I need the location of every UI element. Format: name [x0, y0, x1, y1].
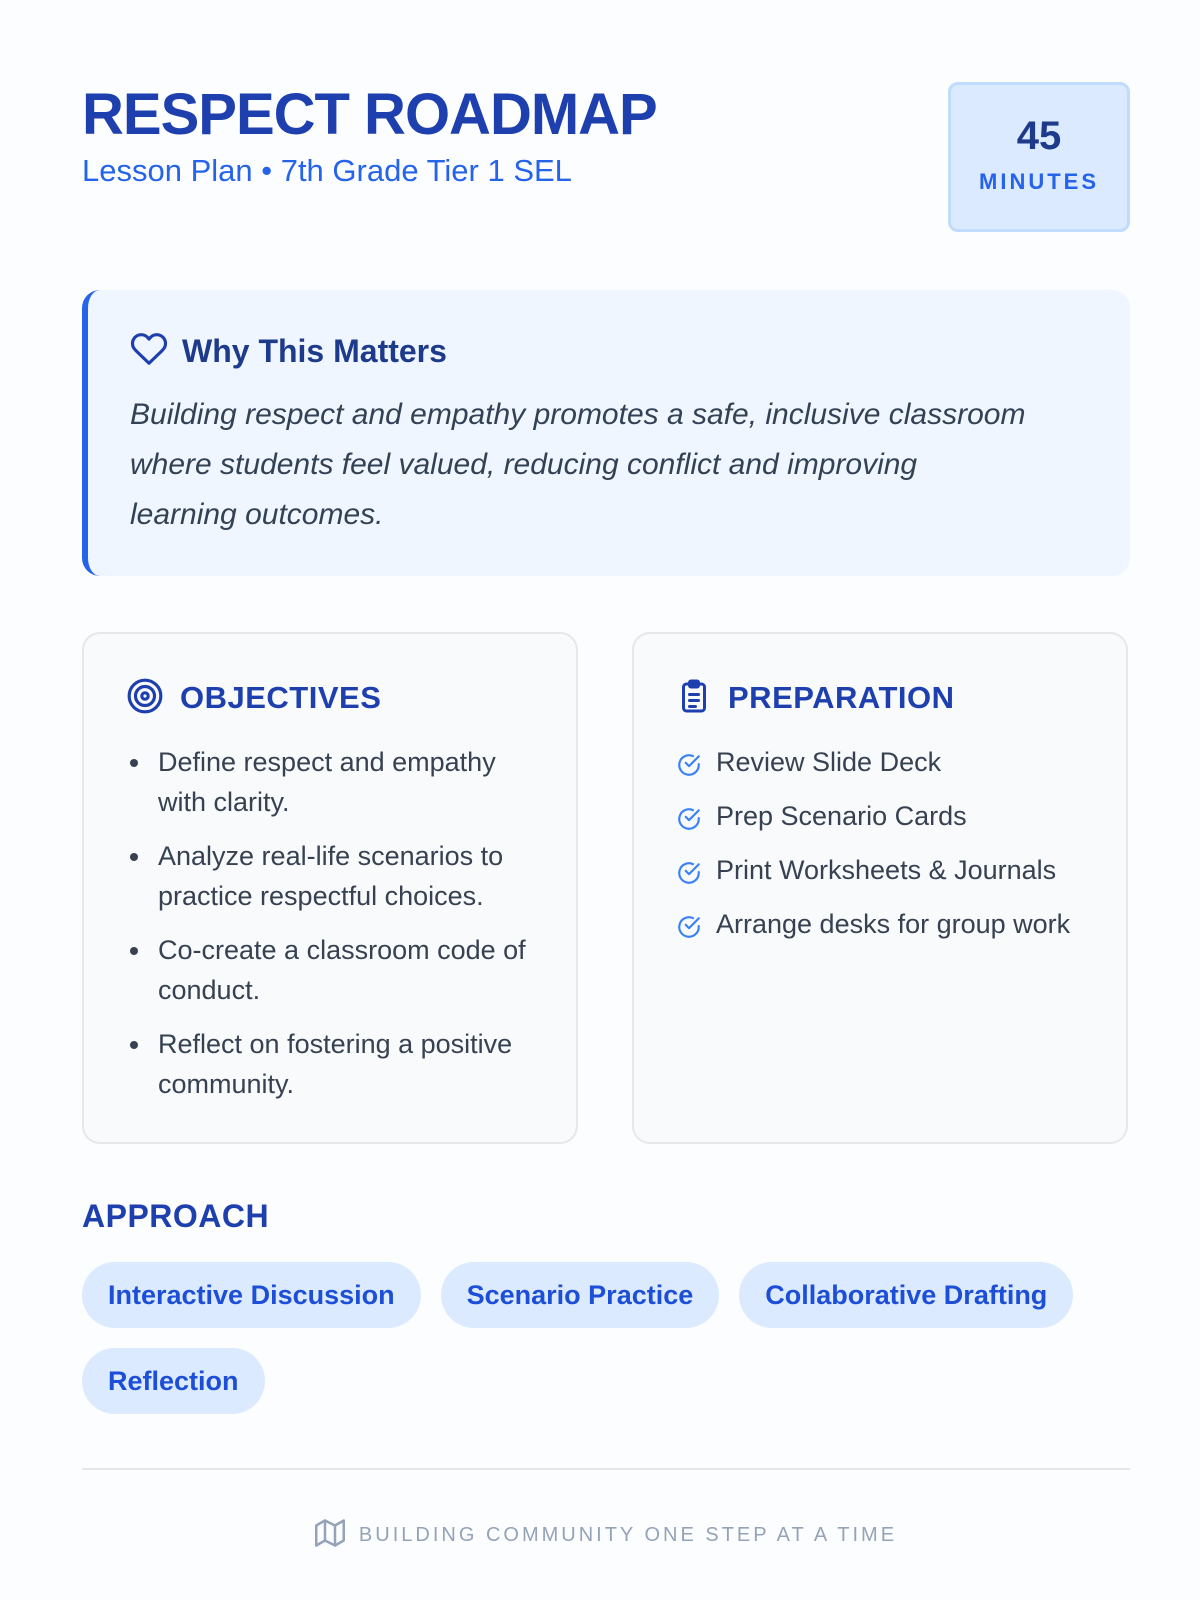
- divider: [82, 1468, 1130, 1470]
- approach-chip: Interactive Discussion: [82, 1262, 421, 1328]
- prep-text: Prep Scenario Cards: [716, 801, 967, 831]
- check-circle-icon: [676, 749, 702, 789]
- page-subtitle: Lesson Plan • 7th Grade Tier 1 SEL: [82, 153, 572, 188]
- preparation-title: PREPARATION: [728, 680, 955, 715]
- duration-value: 45: [1016, 114, 1062, 158]
- objective-text: Define respect and empathy with clarity.: [158, 747, 496, 817]
- list-item: [126, 742, 536, 822]
- check-circle-icon: [676, 803, 702, 843]
- list-item: [676, 796, 1086, 836]
- approach-title: APPROACH: [82, 1198, 270, 1234]
- page-title: RESPECT ROADMAP: [82, 82, 657, 147]
- bullet-icon: [130, 947, 138, 955]
- objectives-list: [126, 742, 536, 1104]
- duration-unit: MINUTES: [979, 169, 1099, 194]
- preparation-card: [632, 632, 1128, 1144]
- objective-text: Co-create a classroom code of conduct.: [158, 935, 526, 1005]
- prep-text: Print Worksheets & Journals: [716, 855, 1057, 885]
- header: [82, 82, 1130, 238]
- target-icon: [126, 677, 164, 720]
- approach-chip: Collaborative Drafting: [739, 1262, 1073, 1328]
- list-item: [676, 742, 1086, 782]
- list-item: [676, 904, 1086, 944]
- check-circle-icon: [676, 857, 702, 897]
- approach-chips: [82, 1262, 1130, 1414]
- objectives-title: OBJECTIVES: [180, 680, 382, 715]
- footer: [82, 1518, 1130, 1553]
- footer-tagline: BUILDING COMMUNITY ONE STEP AT A TIME: [358, 1524, 898, 1546]
- bullet-icon: [130, 759, 138, 767]
- list-item: [126, 1024, 536, 1104]
- objective-text: Analyze real-life scenarios to practice respectful choices.: [158, 841, 504, 911]
- preparation-list: [676, 742, 1086, 944]
- objective-text: Reflect on fostering a positive community.: [158, 1029, 513, 1099]
- prep-text: Arrange desks for group work: [716, 909, 1071, 939]
- list-item: [126, 930, 536, 1010]
- duration-badge: [948, 82, 1130, 232]
- approach-chip: Scenario Practice: [441, 1262, 720, 1328]
- why-this-matters-panel: [82, 290, 1130, 576]
- clipboard-icon: [676, 677, 712, 720]
- check-circle-icon: [676, 911, 702, 951]
- list-item: [676, 850, 1086, 890]
- prep-text: Review Slide Deck: [716, 747, 942, 777]
- list-item: [126, 836, 536, 916]
- why-title: Why This Matters: [182, 332, 447, 369]
- map-icon: [315, 1518, 345, 1553]
- heart-icon: [130, 330, 168, 373]
- why-text: Building respect and empathy promotes a safe, inclusive classroom where students feel valued, reducing conflict and improving learning outcomes.: [130, 398, 1026, 531]
- bullet-icon: [130, 853, 138, 861]
- approach-chip: Reflection: [82, 1348, 265, 1414]
- bullet-icon: [130, 1041, 138, 1049]
- objectives-card: [82, 632, 578, 1144]
